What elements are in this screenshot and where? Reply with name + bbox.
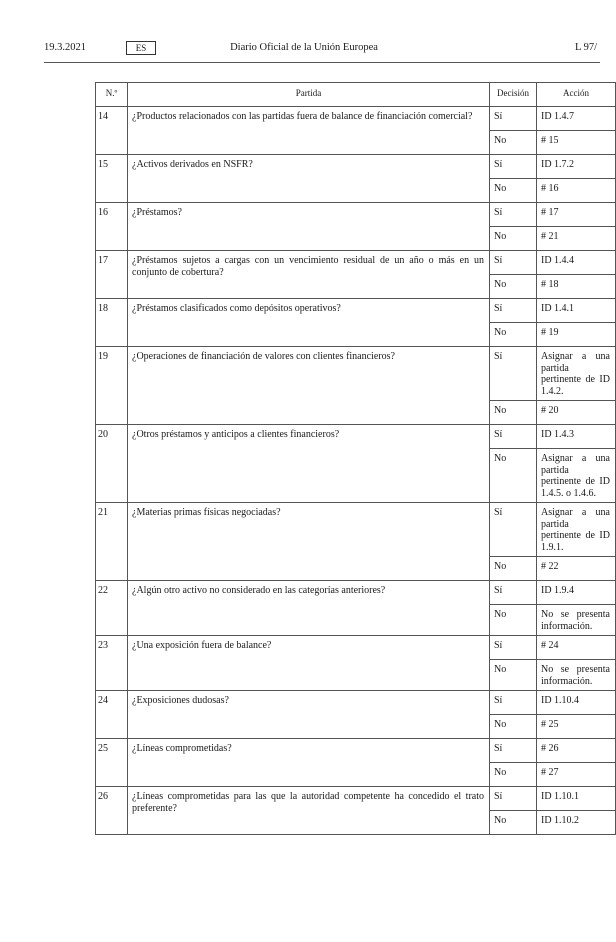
row-decision: Sí [490,299,537,323]
row-item: ¿Productos relacionados con las partidas fuera de balance de financiación comercial? [128,107,490,155]
table-row [96,299,616,323]
table-row [96,155,616,179]
row-action: ID 1.4.4 [537,251,616,275]
row-number: 25 [96,739,128,787]
row-decision: No [490,179,537,203]
row-action: Asignar a una partida pertinente de ID 1.9.1. [537,503,616,557]
row-item: ¿Activos derivados en NSFR? [128,155,490,203]
row-action: # 20 [537,401,616,425]
row-decision: No [490,275,537,299]
row-item: ¿Préstamos sujetos a cargas con un vencimiento residual de un año o más en un conjunto de cobertura? [128,251,490,299]
row-action: # 24 [537,636,616,660]
row-action: ID 1.9.4 [537,581,616,605]
row-number: 18 [96,299,128,347]
table-row [96,787,616,811]
row-action: No se presenta información. [537,605,616,636]
row-decision: Sí [490,251,537,275]
row-action: ID 1.10.1 [537,787,616,811]
row-action: Asignar a una partida pertinente de ID 1.4.2. [537,347,616,401]
row-number: 24 [96,691,128,739]
table-row [96,739,616,763]
row-action: ID 1.7.2 [537,155,616,179]
row-item: ¿Exposiciones dudosas? [128,691,490,739]
row-number: 14 [96,107,128,155]
row-number: 16 [96,203,128,251]
row-decision: Sí [490,739,537,763]
row-item: ¿Otros préstamos y anticipos a clientes financieros? [128,425,490,503]
row-decision: No [490,605,537,636]
row-item: ¿Algún otro activo no considerado en las categorías anteriores? [128,581,490,636]
row-decision: No [490,557,537,581]
table-row [96,251,616,275]
row-decision: Sí [490,107,537,131]
row-number: 15 [96,155,128,203]
publication-date: 19.3.2021 [44,42,86,53]
row-item: ¿Líneas comprometidas para las que la autoridad competente ha concedido el trato preferente? [128,787,490,835]
table-row [96,107,616,131]
column-header-item: Partida [128,83,490,107]
row-decision: No [490,449,537,503]
row-decision: Sí [490,581,537,605]
row-decision: Sí [490,787,537,811]
row-decision: No [490,811,537,835]
table-body [96,107,616,835]
row-decision: No [490,227,537,251]
row-action: # 16 [537,179,616,203]
row-action: # 21 [537,227,616,251]
row-action: # 19 [537,323,616,347]
table-row [96,425,616,449]
row-action: ID 1.10.4 [537,691,616,715]
row-action: # 18 [537,275,616,299]
decision-table [95,82,616,835]
row-decision: No [490,131,537,155]
row-action: ID 1.4.3 [537,425,616,449]
row-action: ID 1.4.7 [537,107,616,131]
row-decision: Sí [490,636,537,660]
row-number: 21 [96,503,128,581]
row-item: ¿Préstamos clasificados como depósitos operativos? [128,299,490,347]
header-rule [44,62,600,63]
row-number: 17 [96,251,128,299]
row-item: ¿Préstamos? [128,203,490,251]
table-row [96,347,616,401]
row-action: # 17 [537,203,616,227]
row-decision: No [490,401,537,425]
row-item: ¿Una exposición fuera de balance? [128,636,490,691]
page-reference: L 97/ [575,42,598,53]
row-decision: Sí [490,691,537,715]
row-action: # 22 [537,557,616,581]
row-action: No se presenta información. [537,660,616,691]
row-number: 23 [96,636,128,691]
language-badge: ES [126,41,156,55]
row-number: 22 [96,581,128,636]
column-header-action: Acción [537,83,616,107]
table-row [96,581,616,605]
row-number: 20 [96,425,128,503]
row-decision: Sí [490,203,537,227]
row-decision: Sí [490,347,537,401]
row-decision: No [490,660,537,691]
row-action: # 26 [537,739,616,763]
row-decision: No [490,763,537,787]
row-item: ¿Operaciones de financiación de valores con clientes financieros? [128,347,490,425]
row-decision: No [490,323,537,347]
page-header [44,41,604,57]
row-decision: Sí [490,155,537,179]
row-action: # 27 [537,763,616,787]
column-header-decision: Decisión [490,83,537,107]
row-action: # 15 [537,131,616,155]
table-row [96,691,616,715]
row-number: 19 [96,347,128,425]
journal-title: Diario Oficial de la Unión Europea [230,42,378,53]
row-action: Asignar a una partida pertinente de ID 1.4.5. o 1.4.6. [537,449,616,503]
column-header-number: N.º [96,83,128,107]
row-item: ¿Líneas comprometidas? [128,739,490,787]
row-decision: Sí [490,503,537,557]
table-row [96,503,616,557]
table-header-row [96,83,616,107]
row-action: ID 1.4.1 [537,299,616,323]
row-item: ¿Materias primas físicas negociadas? [128,503,490,581]
row-decision: No [490,715,537,739]
row-action: # 25 [537,715,616,739]
table-row [96,203,616,227]
row-decision: Sí [490,425,537,449]
table-row [96,636,616,660]
row-action: ID 1.10.2 [537,811,616,835]
row-number: 26 [96,787,128,835]
